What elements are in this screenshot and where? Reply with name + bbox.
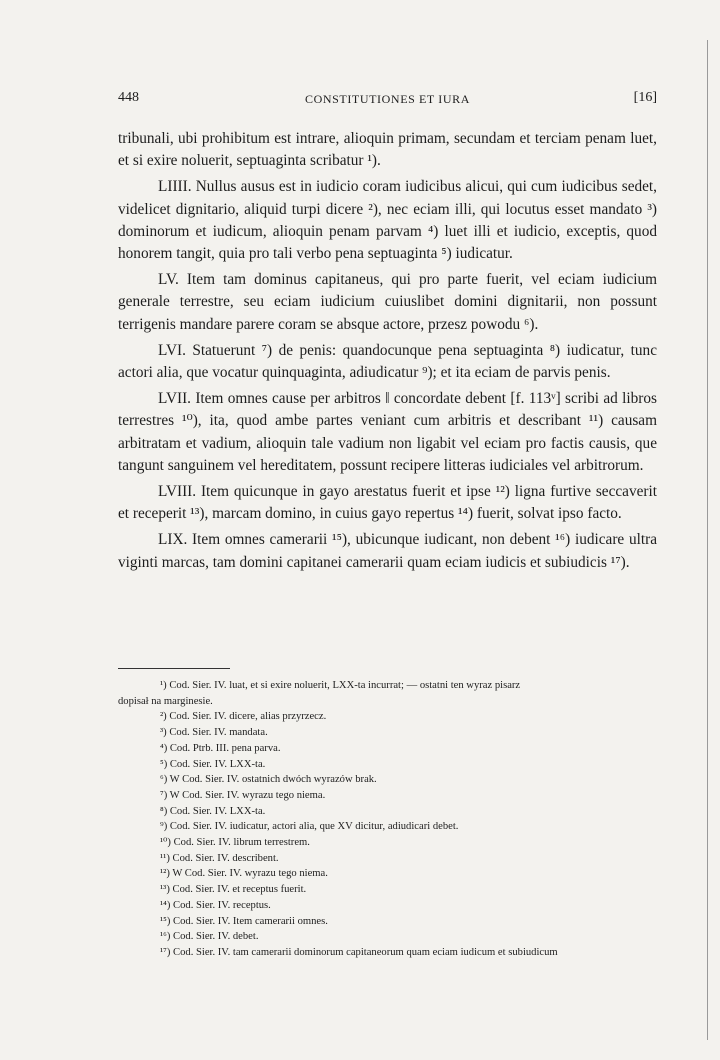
footnote: ¹⁵) Cod. Sier. IV. Item camerarii omnes. (160, 915, 328, 927)
footnote: ⁸) Cod. Sier. IV. LXX-ta. (160, 805, 266, 817)
footnote: ¹¹) Cod. Sier. IV. describent. (160, 852, 279, 864)
footnote: ⁷) W Cod. Sier. IV. wyrazu tego niema. (160, 789, 326, 801)
main-text (118, 128, 657, 574)
footnote-separator (118, 668, 230, 669)
paragraph-liiii: LIIII. Nullus ausus est in iudicio coram iudicibus alicui, qui cum iudicibus sedet, videlicet dignitario, aliquid turpi dicere ²), nec eciam illi, qui locutus esset mandato ³) dominorum et iudicum, alioquin penam parvam ⁴) luet illi et iudicio, exceptis, quod honorem tangit, quia pro tali verbo pena septuaginta ⁵) iudicatur. (118, 178, 657, 263)
footnote: ⁵) Cod. Sier. IV. LXX-ta. (160, 758, 266, 770)
running-title: CONSTITUTIONES ET IURA (305, 92, 470, 106)
footnote: ⁹) Cod. Sier. IV. iudicatur, actori alia, que XV dicitur, adiudicari debet. (160, 821, 459, 833)
footnote-continuation: dopisał na marginesie. (118, 695, 213, 707)
footnote: ¹⁷) Cod. Sier. IV. tam camerarii dominorum capitaneorum quam eciam iudicum et subiudicum (160, 946, 558, 958)
footnotes (118, 678, 663, 961)
paragraph-lvii: LVII. Item omnes cause per arbitros ‖ concordate debent [f. 113ᵛ] scribi ad libros terrestres ¹⁰), ita, quod ambe partes veniant cum arbitris et describant ¹¹) causam arbitratam et vadium, alioquin tale vadium non ligabit vel eciam pro factis causis, que tangunt sanguinem vel hereditatem, possunt recipere litteras iudiciales vel arbitrorum. (118, 390, 657, 474)
paragraph-continuation: tribunali, ubi prohibitum est intrare, alioquin primam, secundam et terciam penam luet, et si exire noluerit, septuaginta scribatur ¹). (118, 130, 657, 170)
paragraph-lv: LV. Item tam dominus capitaneus, qui pro parte fuerit, vel eciam iudicium generale terrestre, seu eciam iudicium cuiuslibet domini dignitarii, non possunt terrigenis mandare parere coram se absque actore, przesz powodu ⁶). (118, 271, 657, 333)
paragraph-lvi: LVI. Statuerunt ⁷) de penis: quandocunque pena septuaginta ⁸) iudicatur, tunc actori alia, que vocatur quinquaginta, adiudicatur ⁹); et ita eciam de parvis penis. (118, 341, 657, 382)
footnote: ³) Cod. Sier. IV. mandata. (160, 727, 268, 739)
paragraph-lix: LIX. Item omnes camerarii ¹⁵), ubicunque iudicant, non debent ¹⁶) iudicare ultra viginti marcas, tam domini capitanei camerarii quam eciam iudicis et subiudicis ¹⁷). (118, 531, 657, 571)
scan-edge-line (707, 40, 708, 1040)
footnote: ²) Cod. Sier. IV. dicere, alias przyrzecz. (160, 711, 327, 723)
footnote: ¹⁰) Cod. Sier. IV. librum terrestrem. (160, 837, 310, 849)
footnote: ¹²) W Cod. Sier. IV. wyrazu tego niema. (160, 868, 328, 880)
footnote: ¹⁴) Cod. Sier. IV. receptus. (160, 899, 271, 911)
paragraph-lviii: LVIII. Item quicunque in gayo arestatus fuerit et ipse ¹²) ligna furtive seccaverit et receperit ¹³), marcam domino, in cuius gayo repertus ¹⁴) fuerit, solvat ipso facto. (118, 483, 657, 523)
footnote: ¹³) Cod. Sier. IV. et receptus fuerit. (160, 884, 307, 896)
page-number: 448 (118, 90, 139, 105)
section-number: [16] (633, 90, 657, 105)
footnote: ⁶) W Cod. Sier. IV. ostatnich dwóch wyrazów brak. (160, 774, 377, 786)
footnote: ¹⁶) Cod. Sier. IV. debet. (160, 931, 259, 943)
footnote: ¹) Cod. Sier. IV. luat, et si exire noluerit, LXX-ta incurrat; — ostatni ten wyraz pisarz (160, 680, 521, 691)
footnote: ⁴) Cod. Ptrb. III. pena parva. (160, 742, 281, 754)
